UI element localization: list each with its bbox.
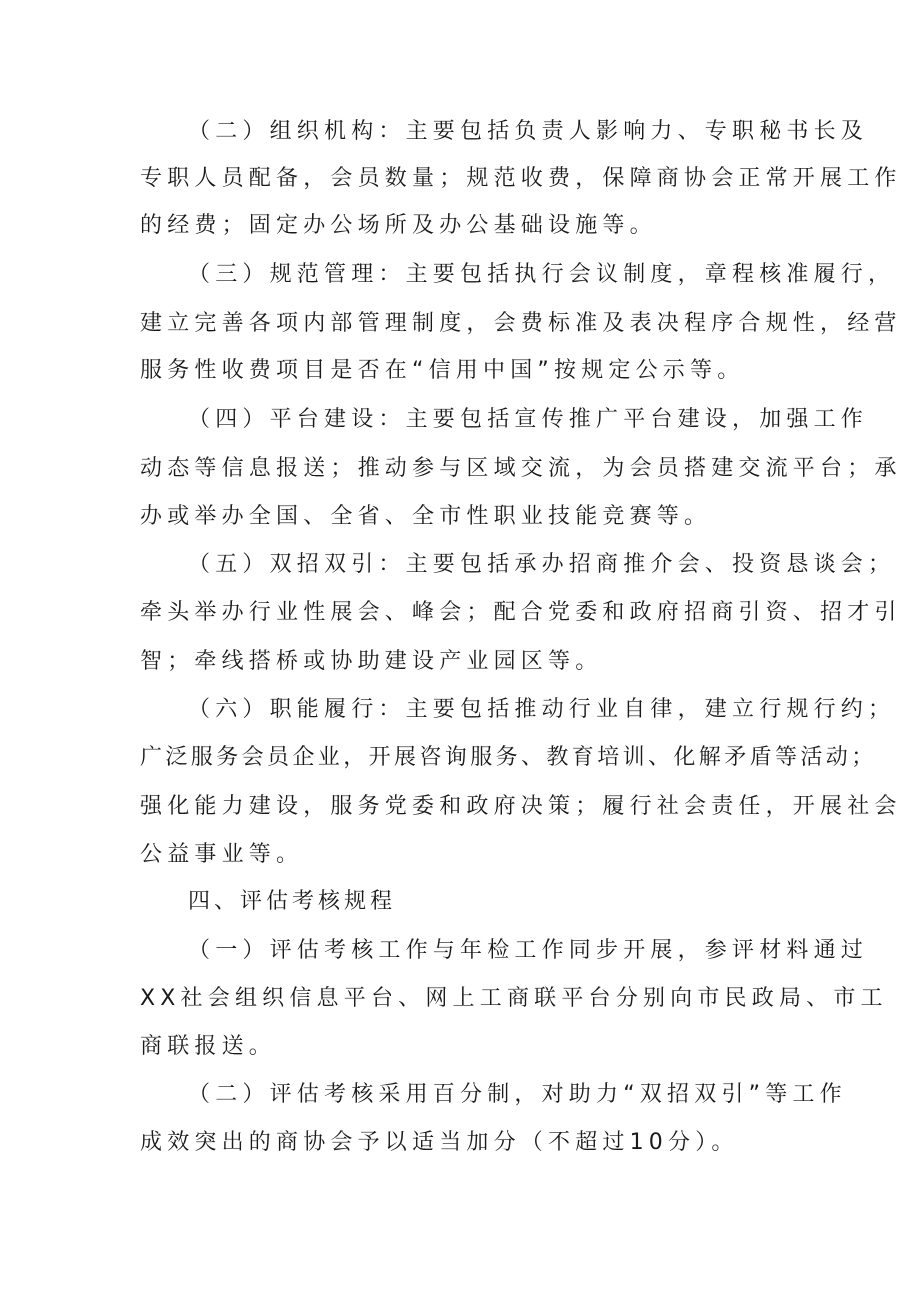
text-line: （一）评估考核工作与年检工作同步开展，参评材料通过: [188, 938, 869, 963]
text-line: 牵头举办行业性展会、峰会；配合党委和政府招商引资、招才引: [140, 600, 902, 625]
section-heading: 四、评估考核规程: [188, 889, 397, 914]
text-line: 办或举办全国、全省、全市性职业技能竞赛等。: [140, 504, 712, 529]
text-line: 公益事业等。: [140, 842, 304, 867]
text-line: 建立完善各项内部管理制度，会费标准及表决程序合规性，经营: [140, 311, 902, 336]
text-line: （二）组织机构：主要包括负责人影响力、专职秘书长及: [188, 119, 869, 144]
text-line: 强化能力建设，服务党委和政府决策；履行社会责任，开展社会: [140, 794, 902, 819]
text-line: 成效突出的商协会予以适当加分（不超过10分）。: [140, 1130, 739, 1155]
text-line: 动态等信息报送；推动参与区域交流，为会员搭建交流平台；承: [140, 456, 902, 481]
text-line: 的经费；固定办公场所及办公基础设施等。: [140, 213, 657, 238]
text-line: 智；牵线搭桥或协助建设产业园区等。: [140, 649, 603, 674]
text-line: 服务性收费项目是否在“信用中国”按规定公示等。: [140, 358, 745, 383]
text-line: XX社会组织信息平台、网上工商联平台分别向市民政局、市工: [140, 986, 888, 1011]
text-line: （二）评估考核采用百分制，对助力“双招双引”等工作: [188, 1082, 847, 1107]
text-line: （五）双招双引：主要包括承办招商推介会、投资恳谈会；: [188, 552, 896, 577]
text-line: 广泛服务会员企业，开展咨询服务、教育培训、化解矛盾等活动；: [140, 745, 877, 770]
text-line: （四）平台建设：主要包括宣传推广平台建设，加强工作: [188, 407, 869, 432]
text-line: 商联报送。: [140, 1034, 277, 1059]
text-line: （六）职能履行：主要包括推动行业自律，建立行规行约；: [188, 697, 896, 722]
text-line: 专职人员配备，会员数量；规范收费，保障商协会正常开展工作: [140, 166, 902, 191]
text-line: （三）规范管理：主要包括执行会议制度，章程核准履行，: [188, 262, 896, 287]
